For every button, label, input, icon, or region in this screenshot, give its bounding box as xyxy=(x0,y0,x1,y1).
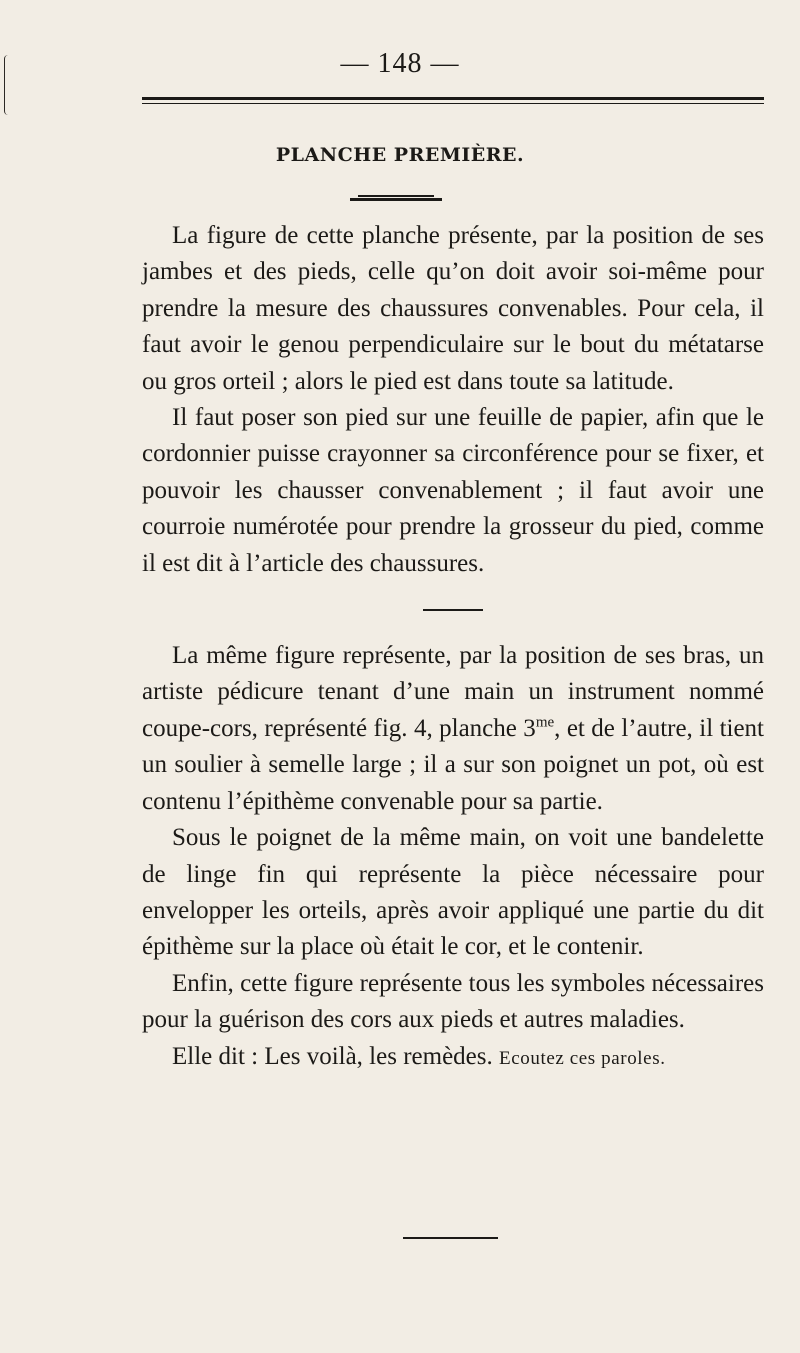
paragraph-6 xyxy=(142,1039,764,1077)
page-number: — 148 — xyxy=(340,48,460,79)
footer-rule xyxy=(403,1237,498,1239)
paragraph-3-text-b: , et de l’autre, il tient un soulier à semelle large ; il a sur son poignet un pot, où est contenu l’épithème convenable pour sa partie. xyxy=(142,714,765,815)
paragraph-6-small-caps: Ecoutez ces paroles. xyxy=(499,1047,666,1069)
section-heading: PLANCHE PREMIÈRE. xyxy=(275,144,525,166)
paragraph-3 xyxy=(142,638,764,820)
paragraph-separator xyxy=(142,582,764,638)
body-text xyxy=(142,218,764,1077)
heading-ornament xyxy=(348,195,452,203)
paragraph-3-text-a: La même figure représente, par la position de ses bras, un artiste pédicure tenant d’une main un instrument nommé coupe-cors, représenté fig. 4, planche 3 xyxy=(142,642,764,742)
superscript-me: me xyxy=(535,714,555,731)
paragraph-5: Enfin, cette figure représente tous les symboles nécessaires pour la guérison des cors aux pieds et autres maladies. xyxy=(142,969,764,1034)
paragraph-4: Sous le poignet de la même main, on voit une bandelette de linge fin qui représente la pièce nécessaire pour envelopper les orteils, après avoir appliqué une partie du dit épithème sur la place où était le cor, et le contenir. xyxy=(142,824,764,961)
paragraph-1: La figure de cette planche présente, par la position de ses jambes et des pieds, celle qu’on doit avoir soi-même pour prendre la mesure des chaussures convenables. Pour cela, il faut avoir le genou perpendiculaire sur le bout du métatarse ou gros orteil ; alors le pied est dans toute sa latitude. xyxy=(142,222,764,395)
header-rule-thick xyxy=(142,97,764,100)
header-rule-thin xyxy=(142,103,764,104)
paragraph-6-text: Elle dit : Les voilà, les remèdes. xyxy=(172,1042,499,1070)
paragraph-2: Il faut poser son pied sur une feuille de papier, afin que le cordonnier puisse crayonner sa circonférence pour se fixer, et pouvoir les chausser convenablement ; il faut avoir une courroie numérotée pour prendre la grosseur du pied, comme il est dit à l’article des chaussures. xyxy=(142,404,764,577)
